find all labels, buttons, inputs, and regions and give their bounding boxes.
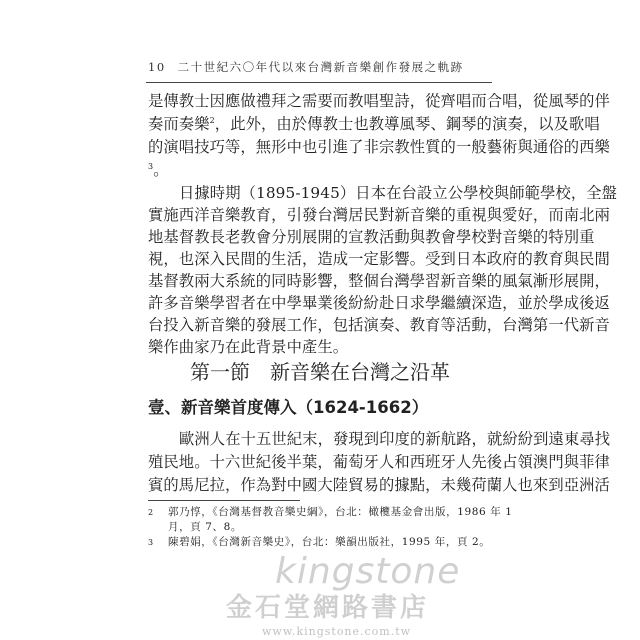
footnote-number: 3 (148, 538, 154, 547)
text-line: 賓的馬尼拉，作為對中國大陸貿易的據點，未幾荷蘭人也來到亞洲活 (148, 476, 610, 494)
section-title: 第一節 新音樂在台灣之沿革 (190, 360, 450, 384)
text-line: 基督教兩大系統的同時影響，整個台灣學習新音樂的風氣漸形展開， (148, 272, 610, 290)
header-rule (146, 82, 492, 83)
text-line: 歐洲人在十五世紀末，發現到印度的新航路，就紛紛到遠東尋找 (179, 430, 611, 448)
footnote-ref[interactable]: 3 (148, 161, 154, 171)
watermark-url: www.kingstone.com.tw (262, 625, 412, 638)
text-line: 樂作曲家乃在此背景中產生。 (148, 338, 349, 356)
text: ，此外，由於傳教士也教導風琴、鋼琴的演奏，以及歌唱 (214, 115, 600, 133)
text-line: 日據時期（1895-1945）日本在台設立公學校與師範學校，全盤 (179, 184, 618, 202)
footnote-3 (148, 536, 490, 549)
watermark-brand: kingstone (275, 551, 461, 592)
footnote-number: 2 (148, 508, 154, 517)
footnote-2-cont: 月，頁 7、8。 (168, 521, 242, 533)
text-line (148, 161, 493, 179)
text-line (148, 115, 600, 133)
text-line: 殖民地。十六世紀後半葉，葡萄牙人和西班牙人先後占領澳門與菲律 (148, 453, 610, 471)
footnote-2 (148, 506, 513, 519)
running-header (148, 60, 493, 74)
page-number: 10 (148, 60, 166, 74)
text-line: 的演唱技巧等，無形中也引進了非宗教性質的一般藝術與通俗的西樂 (148, 138, 610, 156)
text-line: 實施西洋音樂教育，引發台灣居民對新音樂的重視與愛好，而南北兩 (148, 206, 610, 224)
running-title: 二十世紀六〇年代以來台灣新音樂創作發展之軌跡 (177, 60, 464, 74)
text-line: 是傳教士因應做禮拜之需要而教唱聖詩，從齊唱而合唱，從風琴的伴 (148, 92, 610, 110)
text-line: 台投入新音樂的發展工作，包括演奏、教育等活動，台灣第一代新音 (148, 316, 610, 334)
watermark-name: 金石堂網路書店 (226, 593, 430, 623)
text: 。 (153, 161, 169, 179)
text-line: 視，也深入民間的生活，造成一定影響。受到日本政府的教育與民間 (148, 250, 610, 268)
footnote-text: 郭乃惇，《台灣基督教音樂史綱》，台北：橄欖基金會出版，1986 年 1 (168, 506, 513, 518)
text-line: 地基督教長老教會分別展開的宣教活動與教會學校對音樂的特別重 (148, 228, 595, 246)
footnote-text: 陳碧娟，《台灣新音樂史》，台北：樂韻出版社，1995 年，頁 2。 (168, 536, 491, 548)
subsection-title: 壹、新音樂首度傳入（1624-1662） (148, 398, 429, 417)
footnote-ref[interactable]: 2 (209, 115, 215, 125)
text: 奏而奏樂 (148, 115, 210, 133)
footnote-rule (148, 500, 300, 501)
text-line: 許多音樂學習者在中學畢業後紛紛赴日求學繼續深造，並於學成後返 (148, 294, 610, 312)
